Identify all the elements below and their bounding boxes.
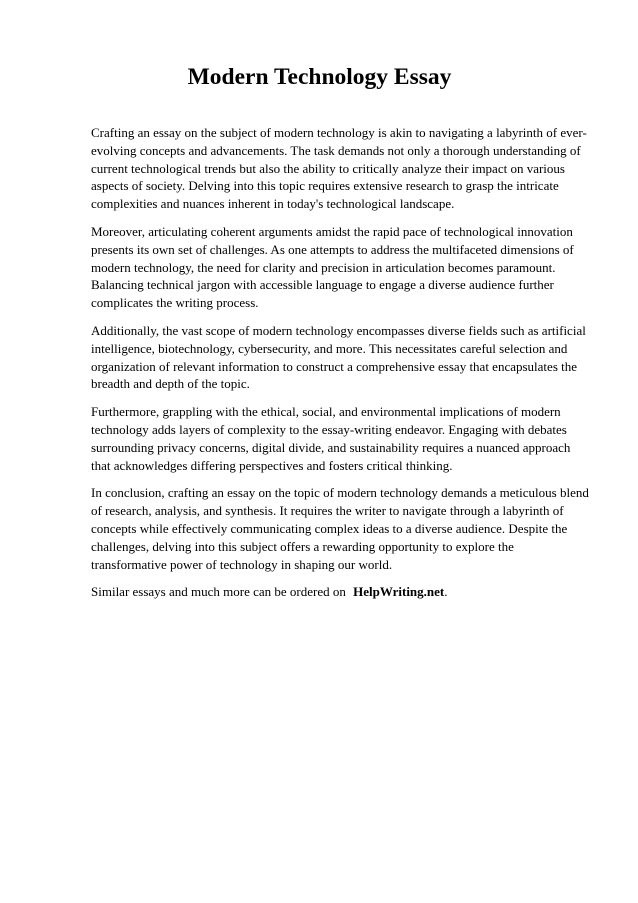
paragraph-5: In conclusion, crafting an essay on the topic of modern technology demands a meticulous blend of research, analysis, and synthesis. It requires the writer to navigate through a labyrinth of concepts while effectively communicating complex ideas to a diverse audience. Despite the challenges, delving into this subject offers a rewarding opportunity to explore the transformative power of technology in shaping our world.	[91, 485, 589, 572]
closing-period: .	[444, 584, 448, 600]
closing-line	[91, 583, 592, 601]
paragraph-3: Additionally, the vast scope of modern technology encompasses diverse fields such as artificial intelligence, biotechnology, cybersecurity, and more. This necessitates careful selection and organization of relevant information to construct a comprehensive essay that encapsulates the breadth and depth of the topic.	[91, 322, 586, 392]
paragraph-1: Crafting an essay on the subject of modern technology is akin to navigating a labyrinth of ever-evolving concepts and advancements. The task demands not only a thorough understanding of current technological trends but also the ability to critically analyze their impact on various aspects of society. Delving into this topic requires extensive research to grasp the intricate complexities and nuances inherent in today's technological landscape.	[91, 125, 587, 212]
paragraph-4: Furthermore, grappling with the ethical, social, and environmental implications of modern technology adds layers of complexity to the essay-writing endeavor. Engaging with debates surrounding privacy concerns, digital divide, and sustainability requires a nuanced approach that acknowledges differing perspectives and fosters critical thinking.	[91, 404, 571, 473]
helpwriting-link[interactable]: HelpWriting.net	[353, 584, 445, 600]
page-title: Modern Technology Essay	[187, 64, 452, 90]
closing-text: Similar essays and much more can be ordered on	[91, 584, 350, 600]
paragraph-2: Moreover, articulating coherent arguments amidst the rapid pace of technological innovation presents its own set of challenges. As one attempts to address the multifaceted dimensions of modern technology, the need for clarity and precision in articulation becomes paramount. Balancing technical jargon with accessible language to engage a diverse audience further complicates the writing process.	[91, 223, 574, 311]
